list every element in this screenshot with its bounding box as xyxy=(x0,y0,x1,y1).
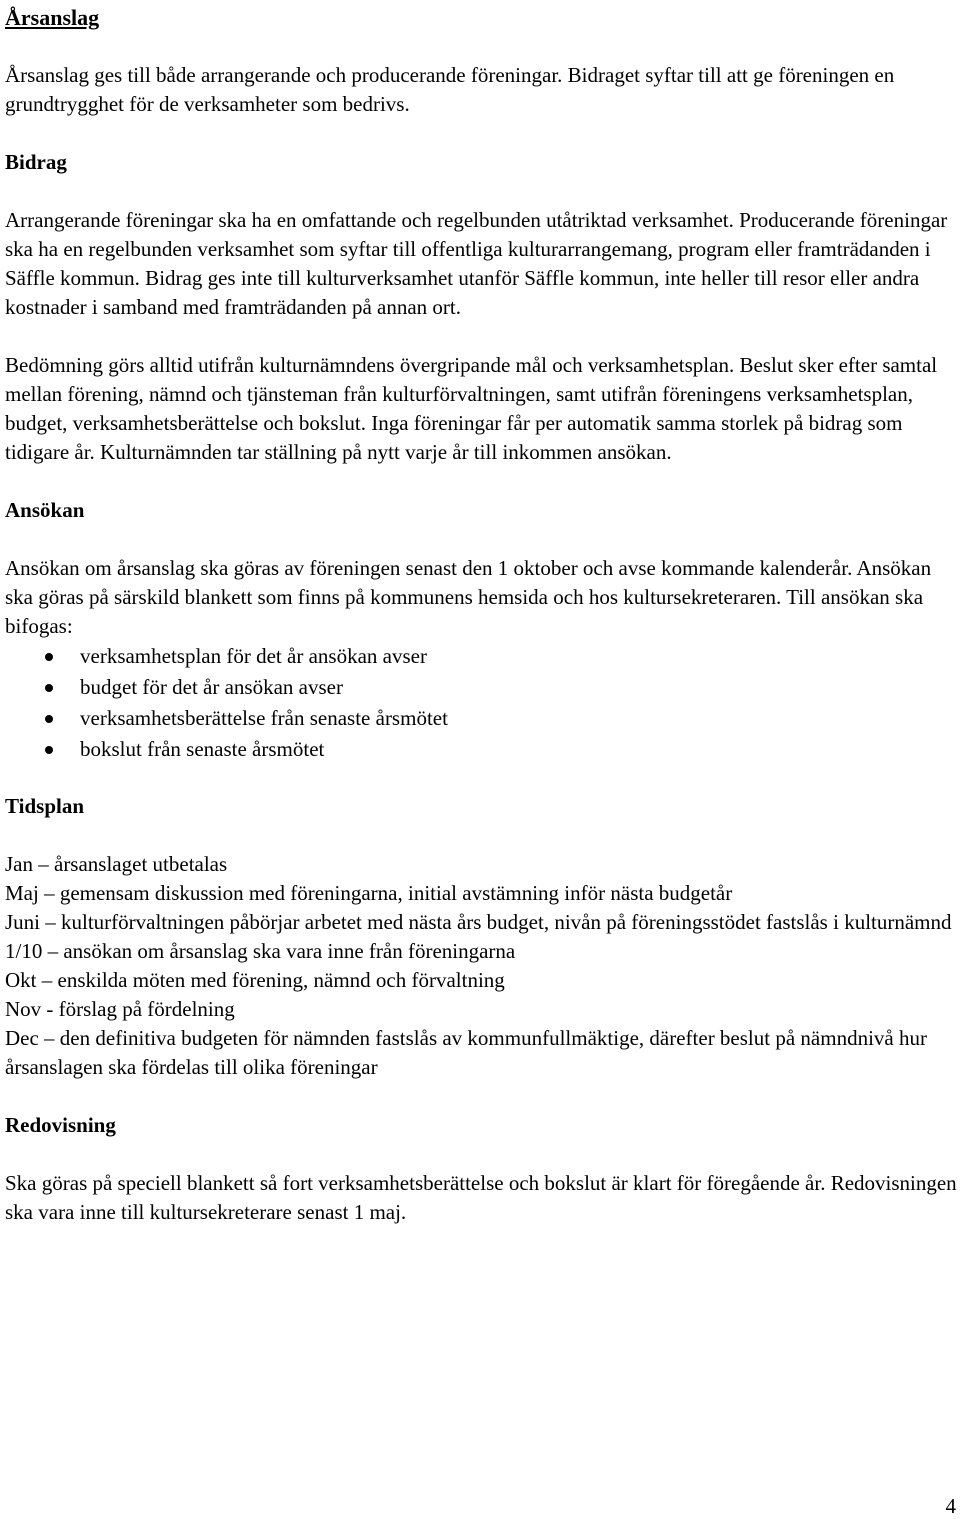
list-item xyxy=(5,641,957,672)
section-heading-ansokan: Ansökan xyxy=(5,498,85,522)
schedule-line: Maj – gemensam diskussion med föreningarna, initial avstämning inför nästa budgetår xyxy=(5,881,733,905)
list-item-text: verksamhetsplan för det år ansökan avser xyxy=(80,644,427,668)
schedule-line: Nov - förslag på fördelning xyxy=(5,997,235,1021)
list-item-text: verksamhetsberättelse från senaste årsmötet xyxy=(80,706,448,730)
bidrag-paragraph-2: Bedömning görs alltid utifrån kulturnämndens övergripande mål och verksamhetsplan. Beslut sker efter samtal mellan förening, nämnd och tjänsteman från kulturförvaltningen, samt utifrån föreningens verksamhetsplan, budget, verksamhetsberättelse och bokslut. Inga föreningar får per automatik samma storlek på bidrag som tidigare år. Kulturnämnden tar ställning på nytt varje år till inkommen ansökan. xyxy=(5,353,938,464)
page-title: Årsanslag xyxy=(5,5,100,30)
list-item xyxy=(5,672,957,703)
section-heading-redovisning: Redovisning xyxy=(5,1113,116,1137)
section-heading-bidrag: Bidrag xyxy=(5,150,67,174)
schedule-line: Jan – årsanslaget utbetalas xyxy=(5,852,228,876)
list-item-text: budget för det år ansökan avser xyxy=(80,675,343,699)
section-heading-tidsplan: Tidsplan xyxy=(5,794,85,818)
schedule-line: 1/10 – ansökan om årsanslag ska vara inne från föreningarna xyxy=(5,939,516,963)
page-number: 4 xyxy=(945,1494,956,1518)
schedule-line: Dec – den definitiva budgeten för nämnden fastslås av kommunfullmäktige, därefter beslut på nämndnivå hur årsanslagen ska fördelas till olika föreningar xyxy=(5,1026,927,1079)
schedule-line: Okt – enskilda möten med förening, nämnd och förvaltning xyxy=(5,968,505,992)
schedule-list xyxy=(5,850,957,1082)
attachment-list xyxy=(5,641,957,765)
bullet-icon xyxy=(45,746,53,754)
list-item xyxy=(5,703,957,734)
ansokan-paragraph: Ansökan om årsanslag ska göras av föreningen senast den 1 oktober och avse kommande kalenderår. Ansökan ska göras på särskild blankett som finns på kommunens hemsida och hos kultursekreteraren. Till ansökan ska bifogas: xyxy=(5,556,932,638)
redovisning-paragraph: Ska göras på speciell blankett så fort verksamhetsberättelse och bokslut är klart för föregående år. Redovisningen ska vara inne till kultursekreterare senast 1 maj. xyxy=(5,1171,957,1224)
bullet-icon xyxy=(45,715,53,723)
bullet-icon xyxy=(45,684,53,692)
schedule-line: Juni – kulturförvaltningen påbörjar arbetet med nästa års budget, nivån på föreningsstödet fastslås i kulturnämnd xyxy=(5,910,952,934)
intro-paragraph: Årsanslag ges till både arrangerande och producerande föreningar. Bidraget syftar till att ge föreningen en grundtrygghet för de verksamheter som bedrivs. xyxy=(5,63,895,116)
list-item-text: bokslut från senaste årsmötet xyxy=(80,737,325,761)
bullet-icon xyxy=(45,653,53,661)
document-page xyxy=(5,0,957,1227)
bidrag-paragraph-1: Arrangerande föreningar ska ha en omfattande och regelbunden utåtriktad verksamhet. Producerande föreningar ska ha en regelbunden verksamhet som syftar till offentliga kulturarrangemang, program eller framträdanden i Säffle kommun. Bidrag ges inte till kulturverksamhet utanför Säffle kommun, inte heller till resor eller andra kostnader i samband med framträdanden på annan ort. xyxy=(5,208,948,319)
list-item xyxy=(5,734,957,765)
